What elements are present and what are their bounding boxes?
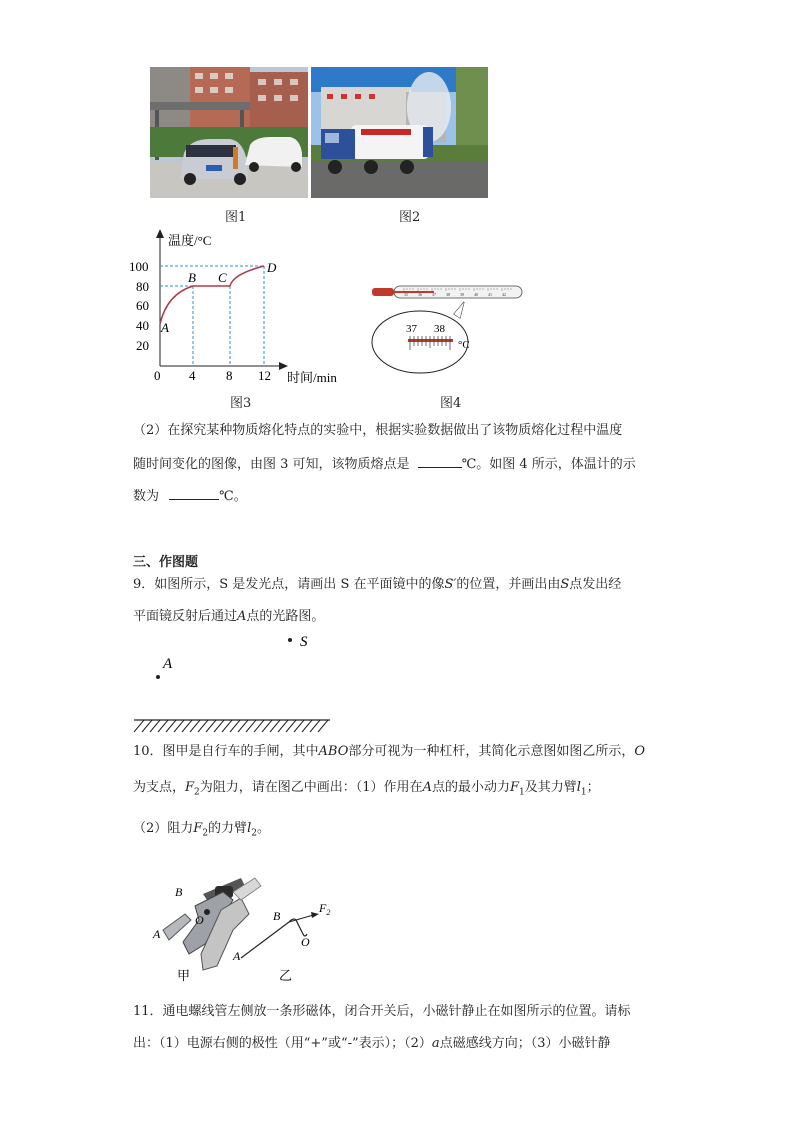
q8-2-line3: 数为 ℃。 <box>133 489 247 504</box>
q9-line1: 9．如图所示，S 是发光点，请画出 S 在平面镜中的像S′的位置，并画出由S点发出经 <box>133 577 622 592</box>
thermometer-bulb <box>372 288 394 296</box>
y-tick-20: 20 <box>136 338 149 353</box>
svg-text:40: 40 <box>474 292 478 297</box>
simple-label-a: A <box>233 949 241 963</box>
x-tick-0: 0 <box>154 368 161 383</box>
y-tick-100: 100 <box>129 259 149 274</box>
x-tick-12: 12 <box>258 368 271 383</box>
q8-2-line1: （2）在探究某种物质熔化特点的实验中，根据实验数据做出了该物质熔化过程中温度 <box>133 423 623 438</box>
q9-diagram <box>130 628 340 738</box>
q10-line2: 为支点，$F_2$为阻力，请在图乙中画出：（1）作用在A点的最小动力$F_1$及其力臂$l_1$； <box>133 780 600 798</box>
svg-text:35: 35 <box>404 292 408 297</box>
y-axis-label: 温度/°C <box>168 233 212 248</box>
q10-diagram <box>145 870 375 985</box>
simple-label-o: O <box>301 935 310 949</box>
svg-text:37: 37 <box>432 292 436 297</box>
x-axis-arrow <box>279 362 288 370</box>
figure-2-caption: 图2 <box>399 210 421 225</box>
figure-3-caption: 图3 <box>230 396 252 411</box>
figure-4-thermometer <box>368 280 528 380</box>
lever-rod <box>241 922 289 958</box>
x-axis-label: 时间/min <box>287 370 337 385</box>
point-d-label: D <box>267 260 277 275</box>
mirror-hatching <box>134 720 328 732</box>
thermometer-reading-blank[interactable] <box>169 487 219 500</box>
svg-text:42: 42 <box>502 292 506 297</box>
zoom-label-38: 38 <box>434 323 445 335</box>
svg-text:36: 36 <box>418 292 422 297</box>
section-3-heading: 三、作图题 <box>133 555 199 570</box>
y-tick-40: 40 <box>136 318 149 333</box>
lever-label-o: O <box>195 913 204 927</box>
point-s-dot <box>288 638 292 642</box>
force-f2-arrowhead <box>311 912 319 918</box>
figure-1-caption: 图1 <box>225 210 247 225</box>
simple-label-b: B <box>273 909 281 923</box>
svg-text:41: 41 <box>488 292 492 297</box>
figure-2-photo <box>311 67 488 198</box>
q8-2-line2: 随时间变化的图像，由图 3 可知，该物质熔点是 ℃。如图 4 所示，体温计的示 <box>133 457 636 472</box>
label-yi: 乙 <box>279 968 293 983</box>
point-a-dot <box>156 675 160 679</box>
q11-line2: 出：（1）电源右侧的极性（用“+”或“-”表示）；（2）a点磁感线方向；（3）小磁针静 <box>133 1036 611 1051</box>
melting-curve <box>160 266 264 324</box>
simple-label-f2: $F_2$ <box>319 901 331 917</box>
point-s-label: S <box>300 634 308 650</box>
figure-4-caption: 图4 <box>440 396 462 411</box>
point-b-label: B <box>188 270 196 285</box>
y-axis-arrow <box>156 229 164 238</box>
q10-line3: （2）阻力$F_2$的力臂$l_2$。 <box>133 821 270 839</box>
q10-line1: 10．图甲是自行车的手闸，其中ABO部分可视为一种杠杆，其简化示意图如图乙所示，O <box>133 744 646 759</box>
x-tick-8: 8 <box>226 368 233 383</box>
q9-line2: 平面镜反射后通过A点的光路图。 <box>133 609 325 624</box>
label-jia: 甲 <box>177 968 191 983</box>
svg-text:39: 39 <box>460 292 464 297</box>
lever-label-b: B <box>175 885 183 899</box>
point-c-label: C <box>218 270 227 285</box>
x-tick-4: 4 <box>189 368 196 383</box>
point-a-label: A <box>161 320 169 335</box>
y-tick-60: 60 <box>136 298 149 313</box>
figure-1-photo <box>150 67 308 198</box>
lever-label-a: A <box>153 927 161 941</box>
svg-text:38: 38 <box>446 292 450 297</box>
figure-3-graph <box>125 226 355 386</box>
zoom-unit: °C <box>458 339 470 351</box>
melting-point-blank[interactable] <box>418 455 462 468</box>
point-a-label: A <box>163 656 173 672</box>
y-tick-80: 80 <box>136 279 149 294</box>
zoom-label-37: 37 <box>406 323 417 335</box>
q11-line1: 11．通电螺线管左侧放一条形磁体，闭合开关后，小磁针静止在如图所示的位置。请标 <box>133 1004 631 1019</box>
